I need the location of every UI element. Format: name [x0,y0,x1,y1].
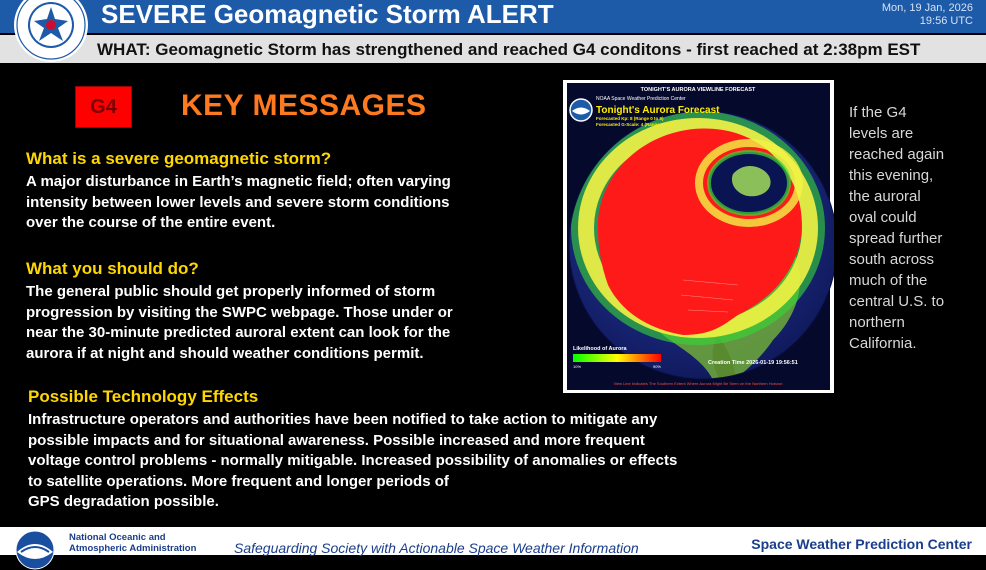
section-text-severe-storm [26,172,451,234]
side-line: reached again [849,146,945,163]
side-line: If the G4 [849,104,907,121]
issue-date: Mon, 19 Jan, 2026 [881,2,973,14]
key-messages-title: KEY MESSAGES [181,89,427,122]
what-bar [0,35,986,63]
scale-low: 10% [573,364,582,369]
side-line: levels are [849,125,914,142]
text-line: Infrastructure operators and authorities have been notified to take action to mitigate any [28,411,658,428]
text-line: aurora if at night and should weather conditions permit. [26,344,424,362]
text-line: possible impacts and for situational awareness. Possible increased and more frequent [28,431,645,449]
side-line: oval could [849,209,917,226]
footer [0,527,986,555]
map-title: Tonight's Aurora Forecast [596,105,720,116]
side-line: northern [849,314,905,331]
scale-high: 90% [652,364,661,369]
map-kp: Forecasted Kp: 8 (Range 0 to 9) [596,116,664,121]
noaa-name [69,532,196,554]
issue-datetime [882,2,973,28]
text-line: voltage control problems - normally mitigable. Increased possibility of anomalies or effects [28,452,678,469]
swpc-name: Space Weather Prediction Center [751,536,972,552]
title-bar [0,0,986,33]
g4-badge: G4 [75,86,132,128]
section-heading-what-to-do: What you should do? [26,259,199,278]
text-line: intensity between lower levels and severe storm conditions [26,193,450,211]
issue-time: 19:56 UTC [919,15,973,27]
map-gscale: Forecasted G-Scale: 4 (Range 0 to 5) [596,122,675,127]
section-text-technology [28,410,677,513]
text-line: GPS degradation possible. [28,493,219,510]
noaa-name-line2: Atmospheric Administration [69,543,197,554]
text-line: to satellite operations. More frequent and longer periods of [28,472,449,490]
side-line: California. [849,335,917,352]
creation-time: Creation Time 2026-01-19 19:56:51 [708,360,798,366]
side-note [849,102,974,354]
noaa-name-line1: National Oceanic and [69,532,166,543]
map-footnote: View Line Indicates The Southern Extent Where Aurora Might Be Seen on the Northern Horizon [613,381,783,386]
aurora-map-image [563,80,834,393]
side-line: much of the [849,272,928,289]
side-line: this evening, [849,167,934,184]
what-line: WHAT: Geomagnetic Storm has strengthened and reached G4 conditons - first reached at 2:38pm EST [97,40,921,59]
noaa-logo [15,530,55,570]
likelihood-scale [573,354,661,362]
aurora-forecast-map [563,80,834,393]
likelihood-label: Likelihood of Aurora [573,346,627,352]
section-text-what-to-do [26,282,453,364]
side-line: spread further [849,230,943,247]
alert-title: SEVERE Geomagnetic Storm ALERT [101,0,554,29]
side-line: south across [849,251,935,268]
map-header: TONIGHT'S AURORA VIEWLINE FORECAST [640,87,756,93]
side-line: central U.S. to [849,293,945,310]
side-line: the auroral [849,188,921,205]
text-line: The general public should get properly informed of storm [26,283,436,300]
text-line: progression by visiting the SWPC webpage. Those under or [26,303,453,321]
footer-tagline: Safeguarding Society with Actionable Space Weather Information [234,540,639,556]
text-line: A major disturbance in Earth’s magnetic field; often varying [26,173,451,190]
map-org: NOAA Space Weather Prediction Center [596,96,686,102]
section-heading-severe-storm: What is a severe geomagnetic storm? [26,149,332,168]
section-heading-technology: Possible Technology Effects [28,387,259,406]
text-line: near the 30-minute predicted auroral extent can look for the [26,324,451,341]
text-line: over the course of the entire event. [26,214,276,231]
